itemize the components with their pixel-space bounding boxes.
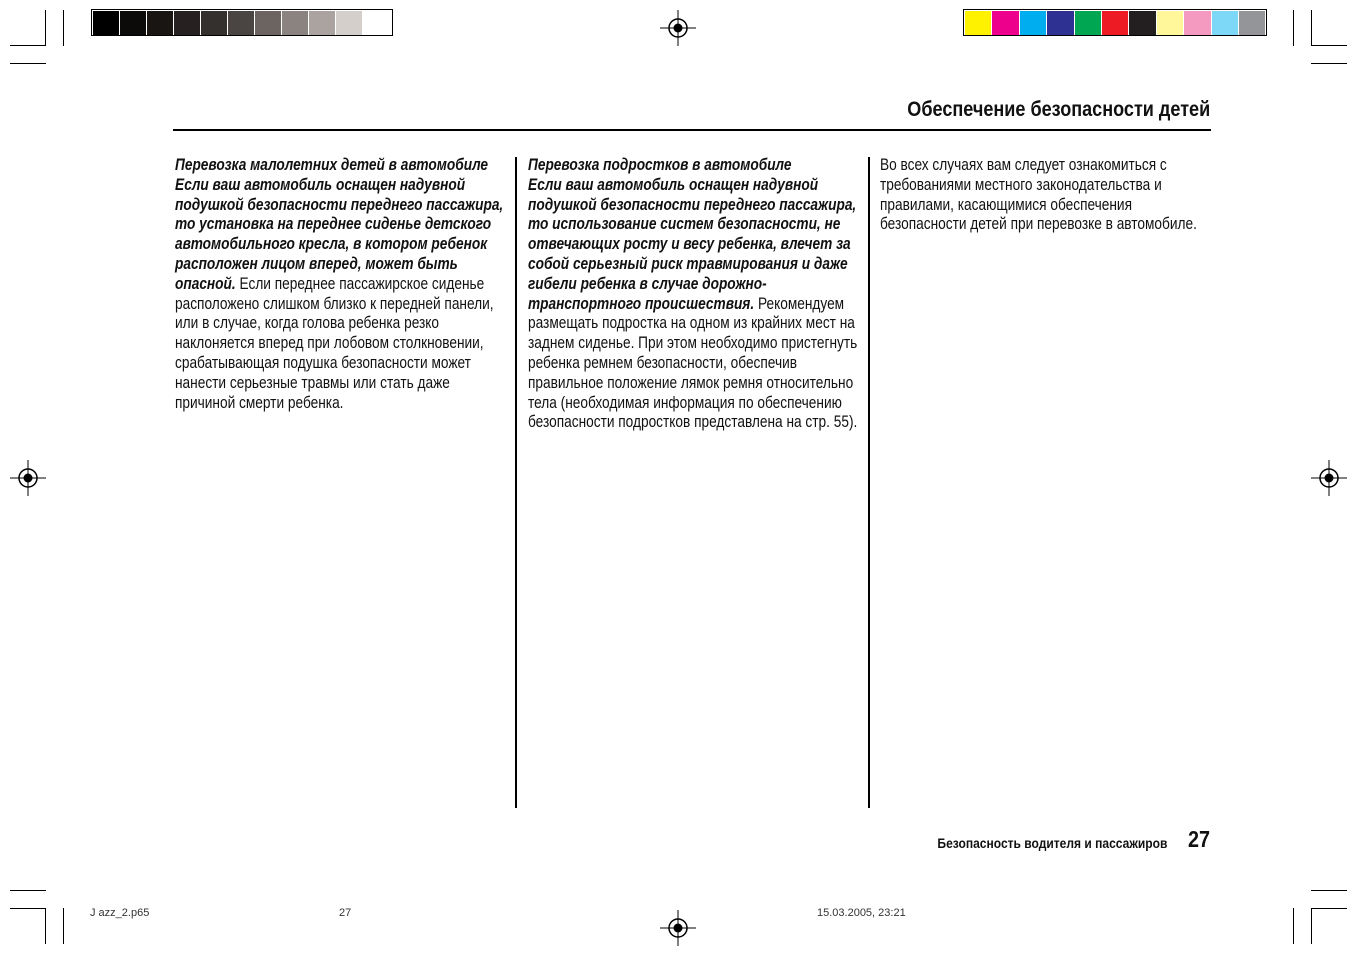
slug-page: 27 (339, 907, 352, 919)
column-1-warning: Если ваш автомобиль оснащен надувной подушкой безопасности переднего пассажира, то установка на переднее сиденье детского автомобильного кресла, в котором ребенок расположен лицом вперед, может быть опасной. (175, 175, 504, 293)
column-2 (528, 156, 862, 433)
column-3 (880, 156, 1214, 235)
column-2-heading: Перевозка подростков в автомобиле (528, 156, 792, 174)
grayscale-bar-frame (91, 9, 393, 36)
column-2-body: Рекомендуем размещать подростка на одном из крайних мест на заднем сиденье. При этом необходимо пристегнуть ребенка ремнем безопасности, обеспечив правильное положение лямок ремня относительно тела (необходимая информация по обеспечению безопасности подростков представлена на стр. 55). (528, 294, 858, 432)
column-1-heading: Перевозка малолетних детей в автомобиле (175, 156, 489, 174)
registration-mark-icon (10, 460, 46, 496)
column-2-warning: Если ваш автомобиль оснащен надувной подушкой безопасности переднего пассажира, то использование систем безопасности, не отвечающих росту и весу ребенка, влечет за собой серьезный риск травмирования и даже гибели ребенка в случае дорожно-транспортного происшествия. (528, 175, 857, 313)
column-3-body: Во всех случаях вам следует ознакомиться с требованиями местного законодательства и правилами, касающимися обеспечения безопасности детей при перевозке в автомобиле. (880, 156, 1197, 234)
footer-section-title: Безопасность водителя и пассажиров (937, 835, 1167, 851)
color-bar-frame (963, 9, 1267, 36)
title-divider (173, 129, 1211, 131)
registration-mark-icon (660, 910, 696, 946)
slug-datetime: 15.03.2005, 23:21 (817, 907, 906, 919)
page-number: 27 (1188, 826, 1211, 852)
slug-file: J azz_2.p65 (90, 907, 150, 919)
column-divider (515, 157, 517, 808)
column-1 (175, 156, 509, 413)
registration-mark-icon (660, 10, 696, 46)
page-title: Обеспечение безопасности детей (907, 98, 1210, 121)
column-1-body: Если переднее пассажирское сиденье расположено слишком близко к передней панели, или в случае, когда голова ребенка резко наклоняется вперед при лобовом столкновении, срабатывающая подушка безопасности может нанести серьезные травмы или стать даже причиной смерти ребенка. (175, 274, 494, 412)
registration-mark-icon (1311, 460, 1347, 496)
column-divider (868, 157, 870, 808)
